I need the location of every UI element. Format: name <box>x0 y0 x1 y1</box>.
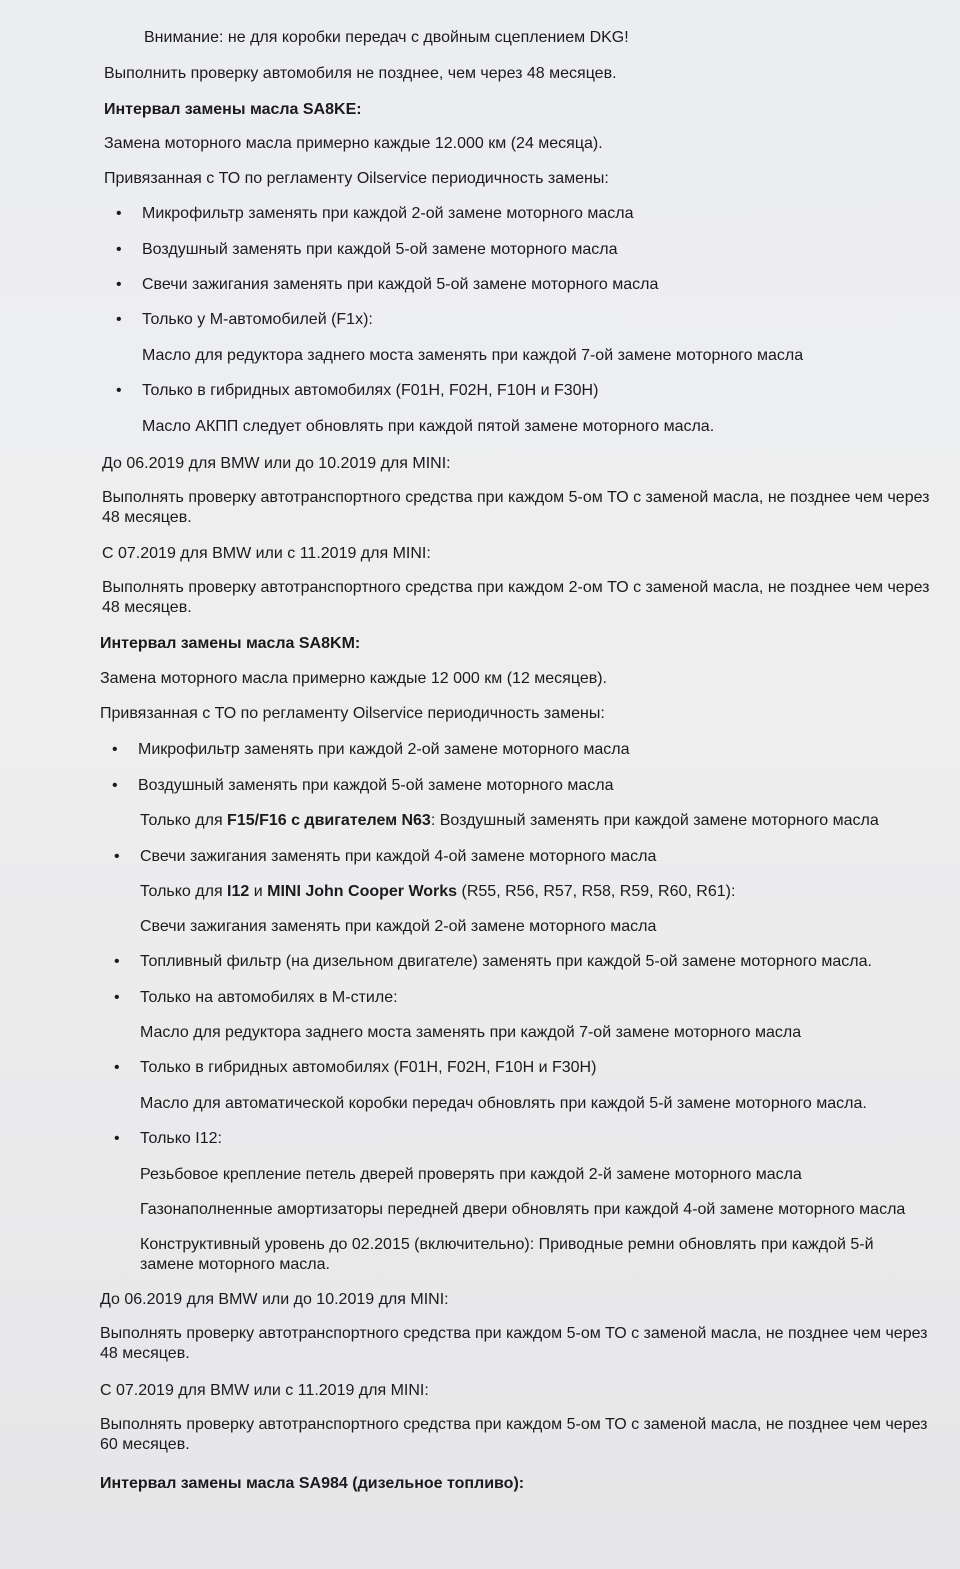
sa984-heading: Интервал замены масла SA984 (дизельное топливо): <box>100 1475 525 1492</box>
sa8km-before-2019-text: Выполнять проверку автотранспортного средства при каждом 5-ом ТО с заменой масла, не позднее чем через 48 месяцев. <box>100 1325 928 1362</box>
sa8km-item: • Воздушный заменять при каждой 5-ой замене моторного масла <box>138 776 614 796</box>
sa8km-oil-change: Замена моторного масла примерно каждые 12 000 км (12 месяцев). <box>100 670 607 687</box>
sa8km-i12-suffix: (R55, R56, R57, R58, R59, R60, R61): <box>457 883 736 900</box>
inspection-note: Выполнить проверку автомобиля не позднее, чем через 48 месяцев. <box>104 65 617 82</box>
sa8ke-item: • Свечи зажигания заменять при каждой 5-ой замене моторного масла <box>142 275 658 295</box>
sa8ke-subitem: Масло для редуктора заднего моста заменять при каждой 7-ой замене моторного масла <box>142 347 804 364</box>
sa8km-item: • Свечи зажигания заменять при каждой 4-ой замене моторного масла <box>140 847 656 867</box>
sa8km-subitem: Масло для автоматической коробки передач обновлять при каждой 5-й замене моторного масла. <box>140 1095 867 1112</box>
sa8km-i12-highlight: I12 <box>227 883 250 900</box>
sa8ke-subitem: Масло АКПП следует обновлять при каждой пятой замене моторного масла. <box>142 418 715 435</box>
sa8km-before-2019: До 06.2019 для BMW или до 10.2019 для MINI: <box>100 1291 449 1308</box>
sa8km-f15-suffix: : Воздушный заменять при каждой замене моторного масла <box>430 812 879 829</box>
sa8km-item: • Микрофильтр заменять при каждой 2-ой замене моторного масла <box>138 740 630 760</box>
sa8ke-oil-change: Замена моторного масла примерно каждые 12.000 км (24 месяца). <box>104 135 603 152</box>
sa8km-i12-mid: и <box>249 883 268 900</box>
sa8ke-intro: Привязанная с ТО по регламенту Oilservice периодичность замены: <box>104 170 609 187</box>
warning-text: Внимание: не для коробки передач с двойным сцеплением DKG! <box>144 29 629 46</box>
sa8ke-item: • Микрофильтр заменять при каждой 2-ой замене моторного масла <box>142 204 634 224</box>
sa8km-subitem: Масло для редуктора заднего моста заменять при каждой 7-ой замене моторного масла <box>140 1024 802 1041</box>
sa8km-item: • Топливный фильтр (на дизельном двигателе) заменять при каждой 5-ой замене моторного масла. <box>140 952 872 972</box>
sa8ke-after-2019-text: Выполнять проверку автотранспортного средства при каждом 2-ом ТО с заменой масла, не позднее чем через 48 месяцев. <box>102 579 930 616</box>
sa8km-subitem: Газонаполненные амортизаторы передней двери обновлять при каждой 4-ой замене моторного масла <box>140 1201 906 1218</box>
sa8km-i12-prefix: Только для <box>140 883 228 900</box>
sa8km-f15-prefix: Только для <box>140 812 228 829</box>
sa8km-item: • Только I12: <box>140 1129 222 1149</box>
sa8km-subitem: Свечи зажигания заменять при каждой 2-ой замене моторного масла <box>140 918 657 935</box>
sa8km-jcw-highlight: MINI John Cooper Works <box>267 883 458 900</box>
sa8km-f15-note <box>140 811 879 831</box>
sa8km-subitem: Резьбовое крепление петель дверей проверять при каждой 2-й замене моторного масла <box>140 1166 802 1183</box>
sa8km-after-2019-text: Выполнять проверку автотранспортного средства при каждом 5-ом ТО с заменой масла, не позднее чем через 60 месяцев. <box>100 1416 928 1453</box>
sa8km-i12-note <box>140 882 735 902</box>
sa8ke-item: • Воздушный заменять при каждой 5-ой замене моторного масла <box>142 240 618 260</box>
sa8ke-after-2019: С 07.2019 для BMW или с 11.2019 для MINI: <box>102 545 431 562</box>
sa8km-f15-highlight: F15/F16 с двигателем N63 <box>227 812 431 829</box>
sa8km-intro: Привязанная с ТО по регламенту Oilservice периодичность замены: <box>100 705 605 722</box>
sa8km-subitem: Конструктивный уровень до 02.2015 (включительно): Приводные ремни обновлять при каждой 5-й замене моторного масла. <box>140 1236 874 1273</box>
sa8km-item: • Только в гибридных автомобилях (F01H, F02H, F10H и F30H) <box>140 1058 596 1078</box>
sa8ke-heading: Интервал замены масла SA8KE: <box>104 101 362 118</box>
sa8ke-item: • Только у М-автомобилей (F1x): <box>142 310 373 330</box>
sa8km-after-2019: С 07.2019 для BMW или с 11.2019 для MINI: <box>100 1382 429 1399</box>
sa8km-heading: Интервал замены масла SA8KM: <box>100 635 361 652</box>
sa8km-item: • Только на автомобилях в М-стиле: <box>140 988 398 1008</box>
sa8ke-item: • Только в гибридных автомобилях (F01H, F02H, F10H и F30H) <box>142 381 598 401</box>
sa8ke-before-2019-text: Выполнять проверку автотранспортного средства при каждом 5-ом ТО с заменой масла, не позднее чем через 48 месяцев. <box>102 489 930 526</box>
sa8ke-before-2019: До 06.2019 для BMW или до 10.2019 для MINI: <box>102 455 451 472</box>
